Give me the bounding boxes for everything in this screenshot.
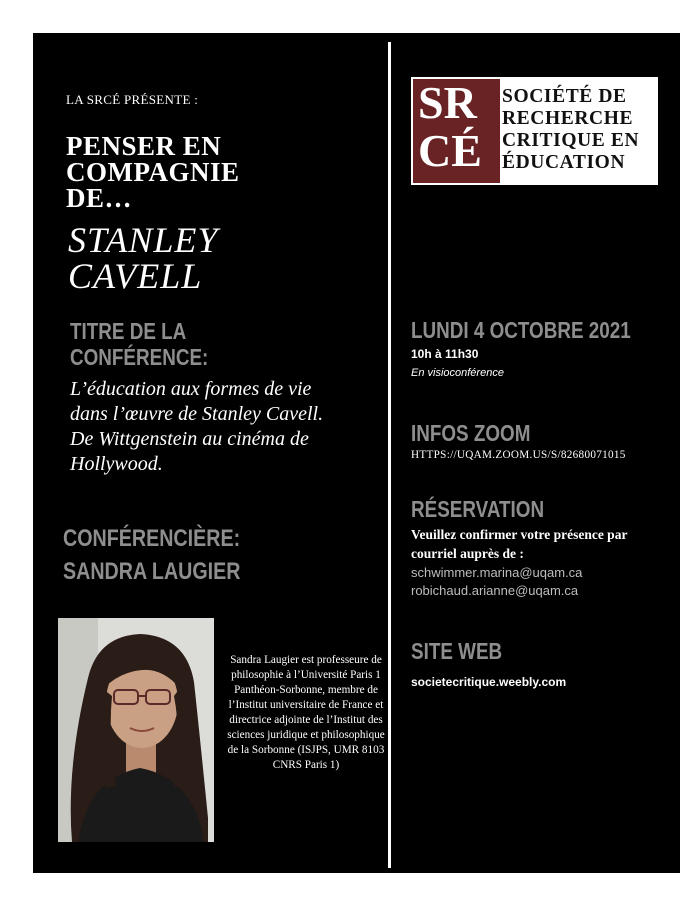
lecturer-heading-line: SANDRA LAUGIER bbox=[63, 558, 241, 585]
presents-label: LA SRCÉ PRÉSENTE : bbox=[66, 92, 199, 107]
event-date: LUNDI 4 OCTOBRE 2021 bbox=[411, 317, 631, 343]
zoom-heading: INFOS ZOOM bbox=[411, 420, 531, 446]
website-heading: SITE WEB bbox=[411, 638, 503, 664]
logo-wordmark-line: SOCIÉTÉ DE bbox=[502, 86, 627, 107]
conference-title: L’éducation aux formes de vie dans l’œuvre de Stanley Cavell. De Wittgenstein au cinéma de Hollywood. bbox=[70, 378, 324, 475]
lecturer-heading bbox=[63, 522, 240, 588]
honoree-name-line: CAVELL bbox=[68, 256, 203, 296]
honoree-name bbox=[68, 222, 218, 294]
lecturer-heading-line: CONFÉRENCIÈRE: bbox=[63, 525, 241, 552]
logo-monogram-bottom: CÉ bbox=[418, 125, 482, 176]
conference-heading-line: TITRE DE LA bbox=[70, 318, 187, 344]
event-title-line: DE… bbox=[66, 183, 133, 213]
speaker-portrait-image bbox=[58, 618, 214, 842]
reservation-instructions: Veuillez confirmer votre présence par courriel auprès de : bbox=[411, 527, 628, 561]
logo-wordmark-line: CRITIQUE EN bbox=[502, 130, 640, 151]
column-divider bbox=[388, 42, 391, 868]
event-mode: En visioconférence bbox=[411, 367, 504, 379]
conference-heading bbox=[70, 318, 208, 370]
conference-heading-line: CONFÉRENCE: bbox=[70, 344, 209, 370]
speaker-bio: Sandra Laugier est professeure de philosophie à l’Université Paris 1 Panthéon-Sorbonne, membre de l’Institut universitaire de France et directrice adjointe de l’Institut des sciences juridique et philosophique de la Sorbonne (ISJPS, UMR 8103 CNRS Paris 1) bbox=[227, 654, 385, 771]
zoom-link[interactable]: HTTPS://UQAM.ZOOM.US/S/82680071015 bbox=[411, 449, 626, 461]
contact-email-link[interactable]: schwimmer.marina@uqam.ca bbox=[411, 565, 583, 580]
event-time: 10h à 11h30 bbox=[411, 347, 479, 361]
event-title bbox=[66, 133, 240, 211]
logo-monogram-top: SR bbox=[418, 77, 477, 128]
event-title-line: PENSER EN bbox=[66, 131, 222, 161]
logo-wordmark-line: ÉDUCATION bbox=[502, 152, 626, 173]
website-link[interactable]: societecritique.weebly.com bbox=[411, 675, 567, 689]
honoree-name-line: STANLEY bbox=[68, 220, 219, 260]
reservation-heading: RÉSERVATION bbox=[411, 496, 545, 522]
logo-wordmark bbox=[502, 86, 639, 174]
contact-email-link[interactable]: robichaud.arianne@uqam.ca bbox=[411, 583, 579, 598]
event-title-line: COMPAGNIE bbox=[66, 157, 240, 187]
speaker-photo bbox=[58, 618, 214, 842]
logo-monogram bbox=[413, 79, 500, 183]
logo-wordmark-line: RECHERCHE bbox=[502, 108, 634, 129]
srce-logo bbox=[411, 77, 658, 185]
